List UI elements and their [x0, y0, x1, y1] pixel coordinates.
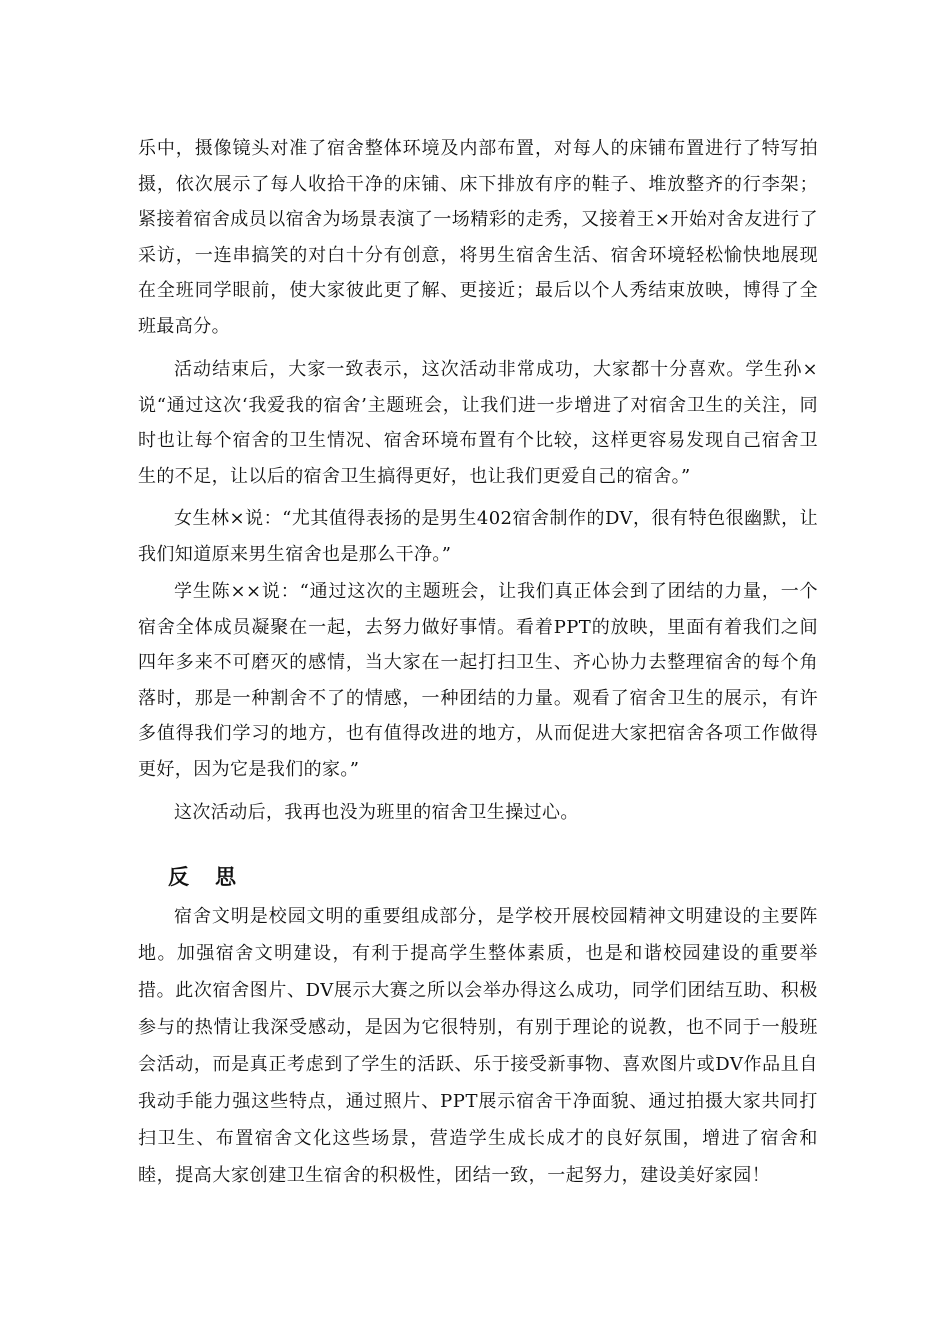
- paragraph-reflection-body: 宿舍文明是校园文明的重要组成部分，是学校开展校园精神文明建设的主要阵地。加强宿舍文明建设，有利于提高学生整体素质，也是和谐校园建设的重要举措。此次宿舍图片、DV展示大赛之所以会举办得这么成功，同学们团结互助、积极参与的热情让我深受感动，是因为它很特别，有别于理论的说教，也不同于一般班会活动，而是真正考虑到了学生的活跃、乐于接受新事物、喜欢图片或DV作品且自我动手能力强这些特点，通过照片、PPT展示宿舍干净面貌、通过拍摄大家共同打扫卫生、布置宿舍文化这些场景，营造学生成长成才的良好氛围，增进了宿舍和睦，提高大家创建卫生宿舍的积极性，团结一致，一起努力，建设美好家园！: [138, 906, 818, 1186]
- paragraph-activity-result: 活动结束后，大家一致表示，这次活动非常成功，大家都十分喜欢。学生孙×说“通过这次‘我爱我的宿舍’主题班会，让我们进一步增进了对宿舍卫生的关注，同时也让每个宿舍的卫生情况、宿舍环境布置有个比较，这样更容易发现自己宿舍卫生的不足，让以后的宿舍卫生搞得更好，也让我们更爱自己的宿舍。”: [138, 359, 818, 487]
- paragraph-conclusion: 这次活动后，我再也没为班里的宿舍卫生操过心。: [174, 802, 579, 823]
- paragraph-student-lin-quote: 女生林×说：“尤其值得表扬的是男生402宿舍制作的DV，很有特色很幽默，让我们知道原来男生宿舍也是那么干净。”: [138, 508, 818, 565]
- paragraph-dv-show: 乐中，摄像镜头对准了宿舍整体环境及内部布置，对每人的床铺布置进行了特写拍摄，依次展示了每人收拾干净的床铺、床下排放有序的鞋子、堆放整齐的行李架；紧接着宿舍成员以宿舍为场景表演了一场精彩的走秀，又接着王×开始对舍友进行了采访，一连串搞笑的对白十分有创意，将男生宿舍生活、宿舍环境轻松愉快地展现在全班同学眼前，使大家彼此更了解、更接近；最后以个人秀结束放映，博得了全班最高分。: [138, 138, 818, 337]
- section-title-reflection: 反思: [168, 865, 262, 889]
- paragraph-student-chen-quote: 学生陈××说：“通过这次的主题班会，让我们真正体会到了团结的力量，一个宿舍全体成员凝聚在一起，去努力做好事情。看着PPT的放映，里面有着我们之间四年多来不可磨灭的感情，当大家在一起打扫卫生、齐心协力去整理宿舍的每个角落时，那是一种割舍不了的情感，一种团结的力量。观看了宿舍卫生的展示，有许多值得我们学习的地方，也有值得改进的地方，从而促进大家把宿舍各项工作做得更好，因为它是我们的家。”: [138, 581, 818, 780]
